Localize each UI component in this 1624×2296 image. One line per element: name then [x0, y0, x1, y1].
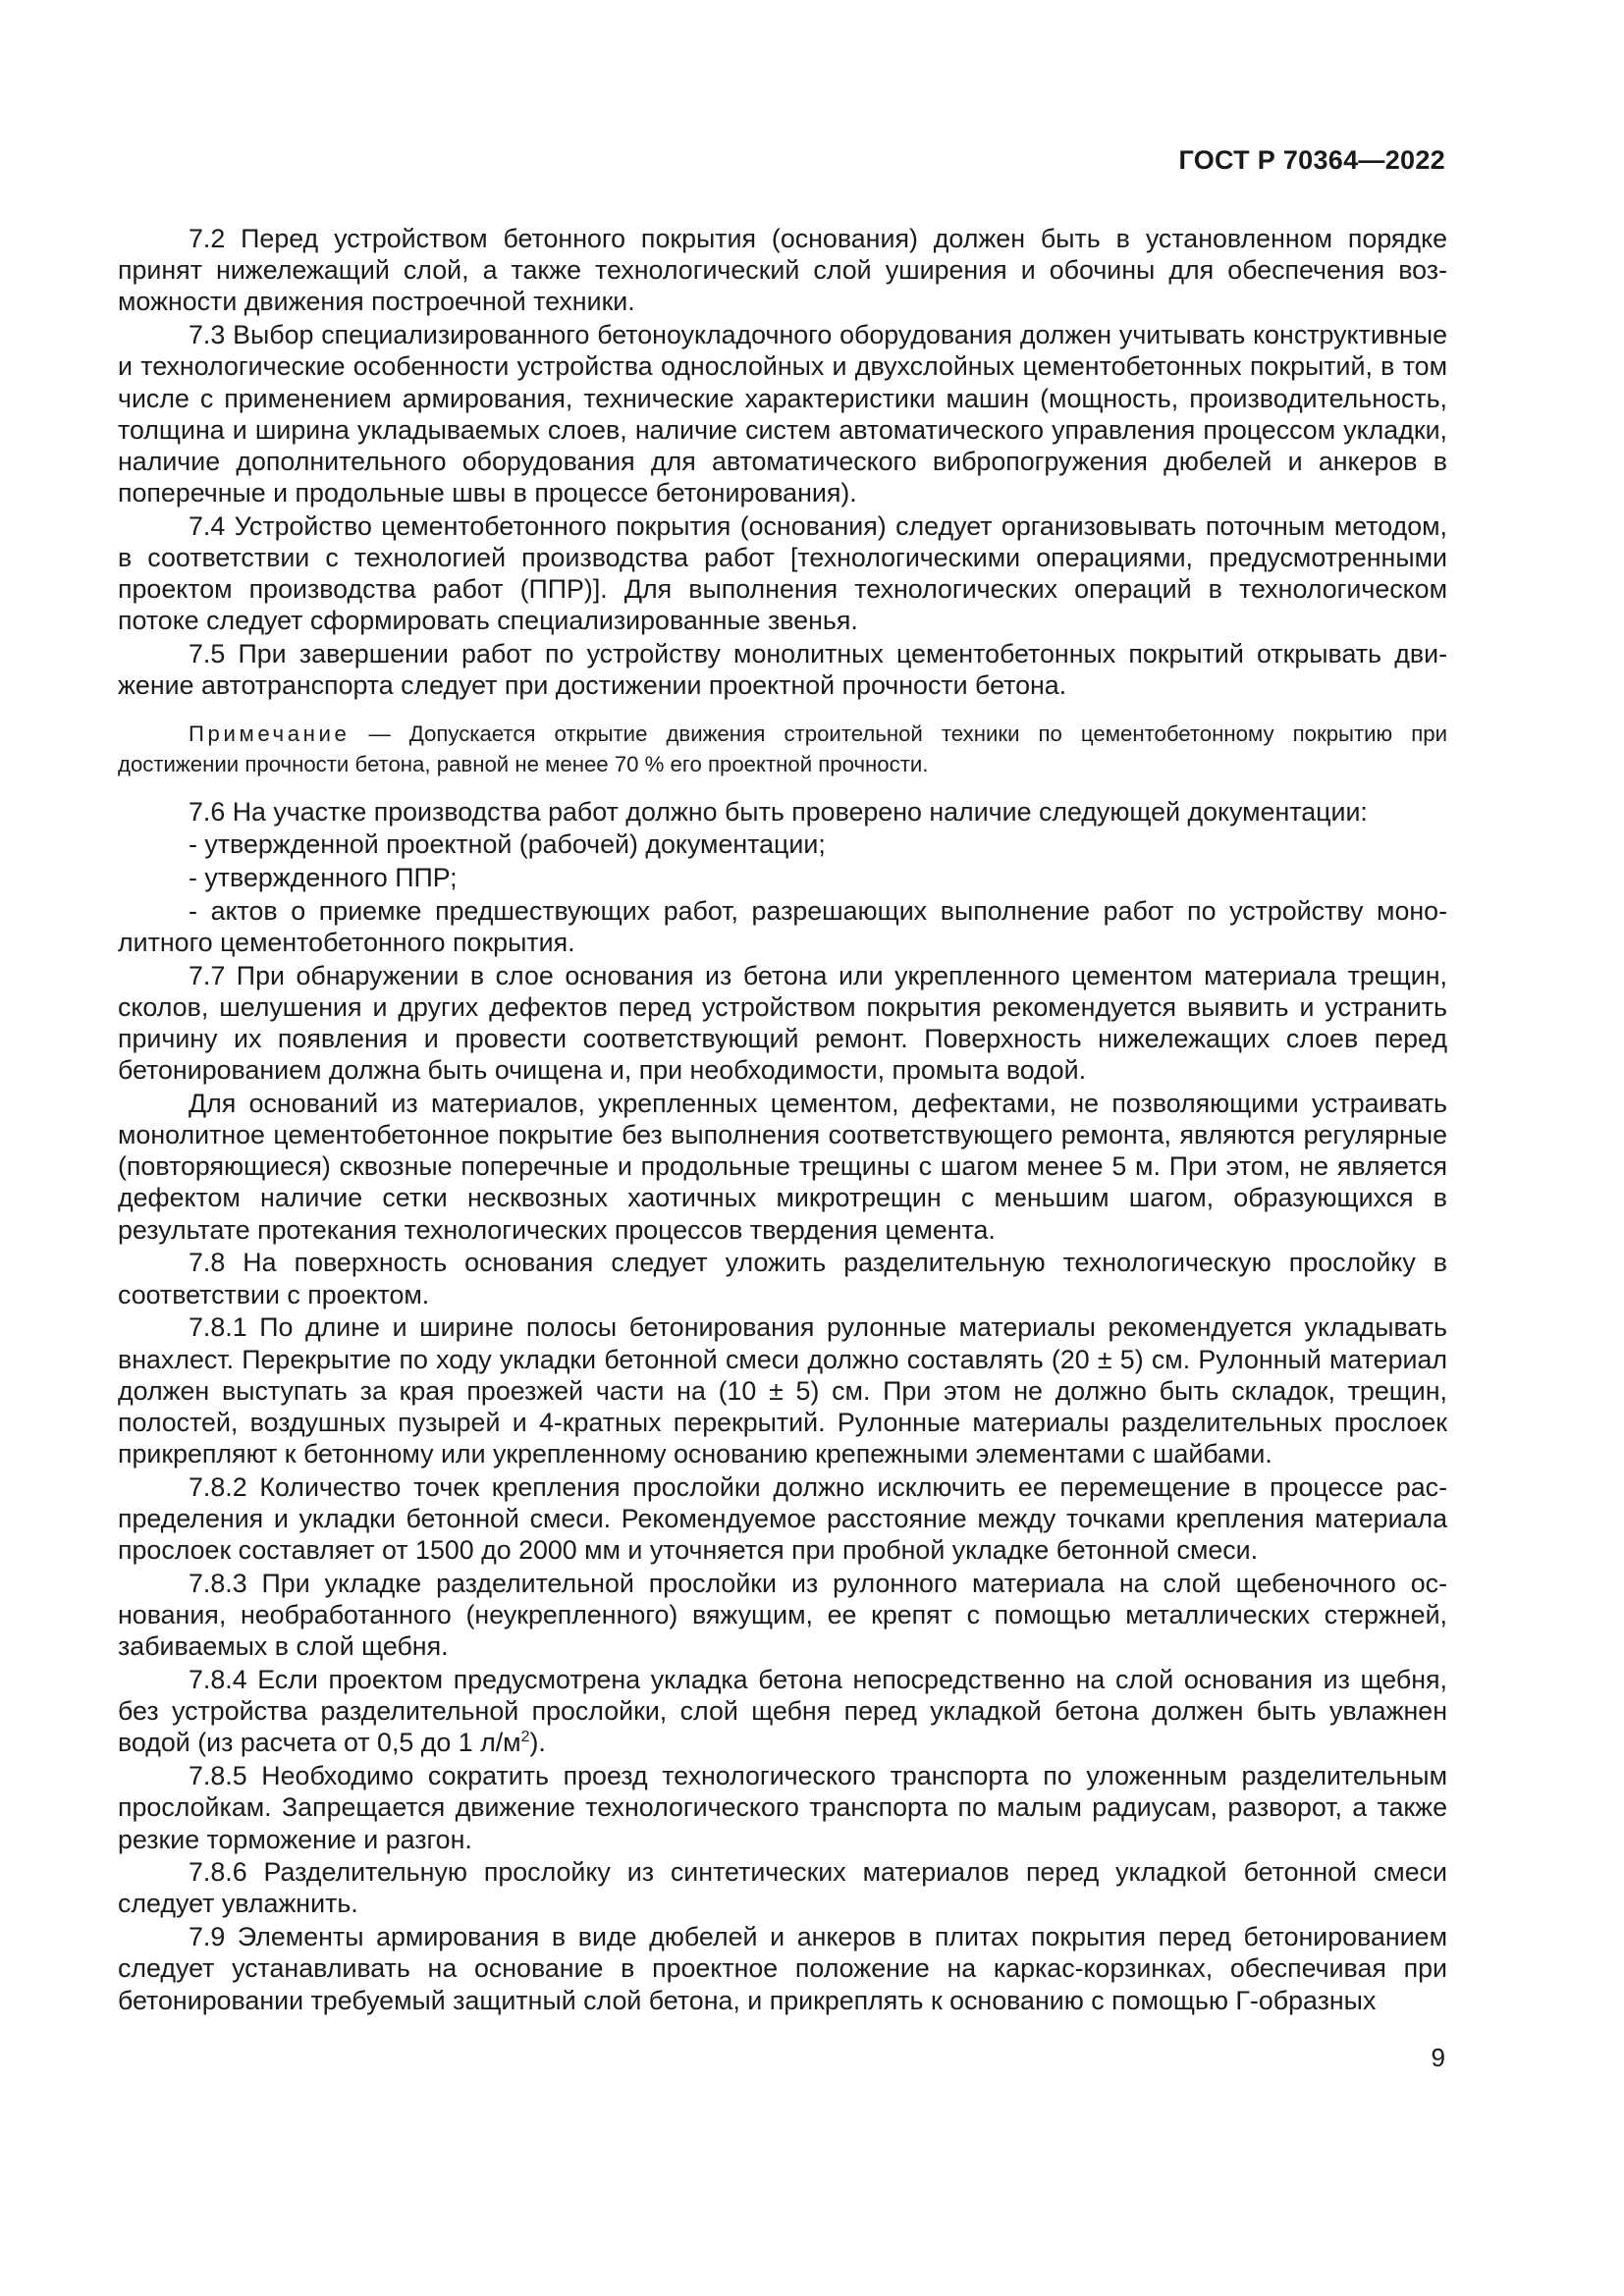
paragraph-7-9: 7.9 Элементы армирования в виде дюбелей и анкеров в плитах покрытия перед бетонированием следует устанавливать на основание в проектное положение на каркас-корзинках, обеспечивая при бетонировании требуемый защитный слой бетона, и прикреплять к основанию с помощью Г-образных: [118, 1922, 1447, 2015]
document-id-header: ГОСТ Р 70364—2022: [1178, 145, 1445, 175]
paragraph-7-8-4-text: 7.8.4 Если проектом предусмотрена укладка бетона непосредственно на слой основания из щебня, без устройства разделительной прослойки, слой щебня перед укладкой бетона должен быть увлажнен водой (из расчета от 0,5 до 1 л/м: [118, 1665, 1447, 1758]
paragraph-7-8-2: 7.8.2 Количество точек крепления прослойки должно исключить ее перемещение в процессе распределения и укладки бетонной смеси. Рекомендуемое расстояние между точками крепления материала прослоек составляет от 1500 до 2000 мм и уточняется при пробной укладке бетонной смеси.: [118, 1471, 1447, 1566]
note-label: Примечание: [189, 721, 351, 746]
document-body: [118, 223, 1447, 2017]
note-text: — Допускается открытие движения строительной техники по цементобетонному покрытию при достижении прочности бетона, равной не менее 70 % его проектной прочности.: [118, 721, 1447, 776]
paragraph-7-8-1: 7.8.1 По длине и ширине полосы бетонирования рулонные материалы рекомендуется укладывать внахлест. Перекрытие по ходу укладки бетонной смеси должно составлять (20 ± 5) см. Рулонный материал должен выступать за края проезжей части на (10 ± 5) см. При этом не должно быть складок, трещин, полостей, воздушных пузырей и 4-кратных перекрытий. Рулонные материалы разделительных прослоек прикрепляют к бетонному или укрепленному основанию крепежными элементами с шайбами.: [118, 1312, 1447, 1469]
paragraph-7-3: 7.3 Выбор специализированного бетоноукладочного оборудования должен учитывать конструктивные и технологические особенности устройства однослойных и двухслойных цементобетонных покрытий, в том числе с применением армирования, технические характеристики машин (мощность, производительность, толщина и ширина укладываемых слоев, наличие систем автоматического управления процессом укладки, наличие дополнительного оборудования для автоматического вибропогружения дюбелей и анкеров в поперечные и продольные швы в процессе бетонирования).: [118, 320, 1447, 508]
page-number: 9: [1431, 2043, 1445, 2072]
note: [118, 719, 1447, 779]
paragraph-7-7-continued: Для оснований из материалов, укрепленных цементом, дефектами, не позволяющими устраивать монолитное цементобетонное покрытие без выполнения соответствующего ремонта, являются регулярные (повторяющиеся) сквозные поперечные и продольные трещины с шагом менее 5 м. При этом, не является дефектом наличие сетки несквозных хаотичных микротрещин с меньшим шагом, образующихся в результате протекания технологических процессов твердения цемента.: [118, 1088, 1447, 1245]
paragraph-7-5: 7.5 При завершении работ по устройству монолитных цементобетонных покрытий открывать движение автотранспорта следует при достижении проектной прочности бетона.: [118, 639, 1447, 701]
paragraph-7-8-3: 7.8.3 При укладке разделительной прослойки из рулонного материала на слой щебеночного основания, необработанного (неукрепленного) вяжущим, ее крепят с помощью металлических стержней, забиваемых в слой щебня.: [118, 1568, 1447, 1662]
paragraph-7-8-4: [118, 1664, 1447, 1759]
paragraph-7-2: 7.2 Перед устройством бетонного покрытия (основания) должен быть в установленном порядке принят нижележащий слой, а также технологический слой уширения и обочины для обеспечения возможности движения построечной техники.: [118, 224, 1447, 317]
paragraph-7-6: 7.6 На участке производства работ должно быть проверено наличие следующей документации:: [189, 796, 1368, 827]
list-item: - утвержденной проектной (рабочей) документации;: [189, 829, 826, 860]
paragraph-7-8: 7.8 На поверхность основания следует уложить разделительную технологическую прослойку в соответствии с проектом.: [118, 1248, 1447, 1309]
superscript-square: 2: [520, 1729, 530, 1746]
paragraph-7-8-5: 7.8.5 Необходимо сократить проезд технологического транспорта по уложенным разделительным прослойкам. Запрещается движение технологического транспорта по малым радиусам, разворот, а также резкие торможение и разгон.: [118, 1761, 1447, 1854]
list-item: - актов о приемке предшествующих работ, разрешающих выполнение работ по устройству монолитного цементобетонного покрытия.: [118, 895, 1447, 957]
paragraph-7-4: 7.4 Устройство цементобетонного покрытия (основания) следует организовывать поточным методом, в соответствии с технологией производства работ [технологическими операциями, предусмотренными проектом производства работ (ППР)]. Для выполнения технологических операций в технологическом потоке следует сформировать специализированные звенья.: [118, 510, 1447, 636]
paragraph-7-7: 7.7 При обнаружении в слое основания из бетона или укрепленного цементом материала трещин, сколов, шелушения и других дефектов перед устройством покрытия рекомендуется выявить и устранить причину их появления и провести соответствующий ремонт. Поверхность нижележащих слоев перед бетонированием должна быть очищена и, при необходимости, промыта водой.: [118, 960, 1447, 1086]
paragraph-7-8-4-end: ).: [529, 1728, 546, 1758]
list-item: - утвержденного ППР;: [189, 862, 458, 892]
paragraph-7-8-6: 7.8.6 Разделительную прослойку из синтетических материалов перед укладкой бетонной смеси следует увлажнить.: [118, 1857, 1447, 1919]
